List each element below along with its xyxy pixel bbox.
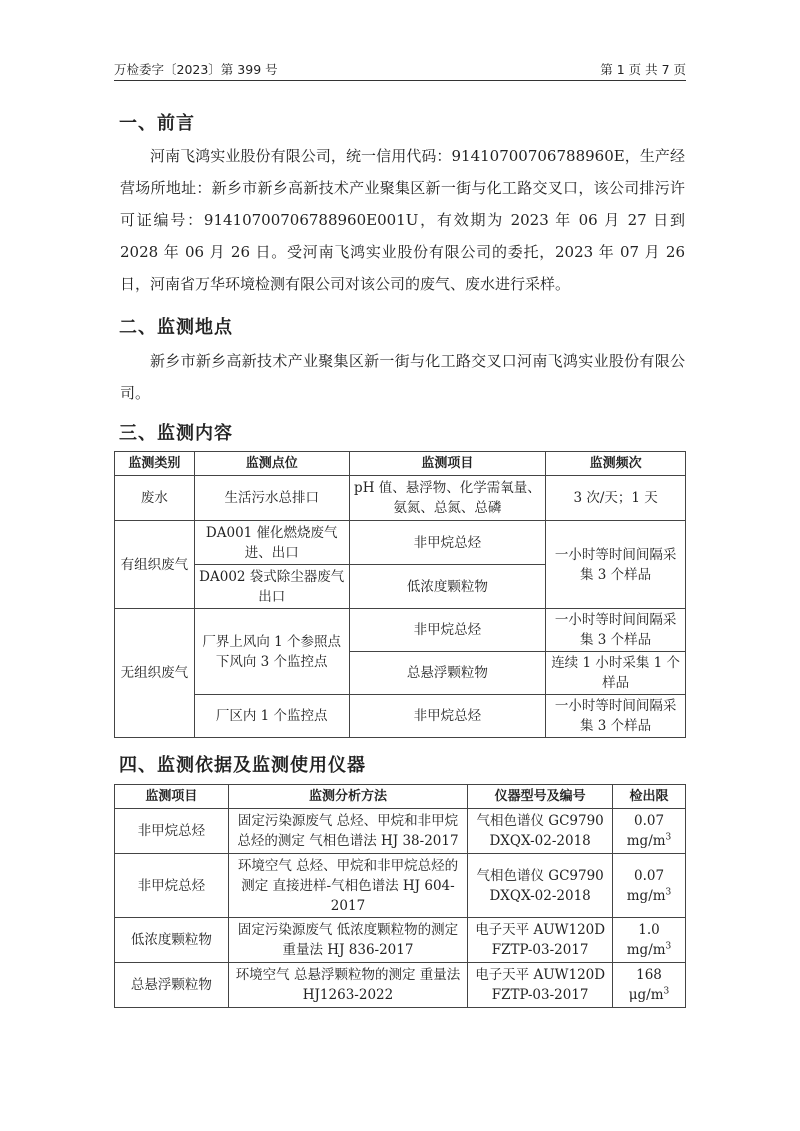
table-cell: 废水 xyxy=(115,476,195,521)
table-cell: 气相色谱仪 GC9790 DXQX-02-2018 xyxy=(468,809,613,854)
table-cell xyxy=(613,809,686,854)
document-number: 万检委字〔2023〕第 399 号 xyxy=(114,62,278,77)
table-row xyxy=(115,521,686,565)
table-header-cell: 检出限 xyxy=(613,785,686,809)
page-header xyxy=(114,58,686,81)
location-text: 新乡市新乡高新技术产业聚集区新一街与化工路交叉口河南飞鸿实业股份有限公司。 xyxy=(120,352,685,402)
table-cell: 固定污染源废气 低浓度颗粒物的测定 重量法 HJ 836-2017 xyxy=(228,918,468,963)
table-cell: 非甲烷总烃 xyxy=(115,854,229,918)
table-cell: 气相色谱仪 GC9790 DXQX-02-2018 xyxy=(468,854,613,918)
table-cell: 连续 1 小时采集 1 个样品 xyxy=(546,652,686,695)
table-header-cell: 监测项目 xyxy=(115,785,229,809)
table-header-cell: 仪器型号及编号 xyxy=(468,785,613,809)
table-row xyxy=(115,609,686,652)
table-cell: 非甲烷总烃 xyxy=(349,695,546,738)
preface-text: 河南飞鸿实业股份有限公司，统一信用代码：91410700706788960E，生产经营场所地址：新乡市新乡高新技术产业聚集区新一街与化工路交叉口，该公司排污许可证编号：91410700706788960E001U，有效期为 2023 年 06 月 27 日到 2028 年 06 月 26 日。受河南飞鸿实业股份有限公司的委托，2023 年 07 月 26 日，河南省万华环境检测有限公司对该公司的废气、废水进行采样。 xyxy=(120,147,685,293)
table-cell: 环境空气 总悬浮颗粒物的测定 重量法 HJ1263-2022 xyxy=(228,963,468,1008)
section-title-basis: 四、监测依据及监测使用仪器 xyxy=(119,755,366,776)
table-cell: DA001 催化燃烧废气进、出口 xyxy=(194,521,349,565)
limit-value: 0.07 xyxy=(633,867,665,884)
limit-value: 0.07 xyxy=(633,813,665,829)
table-header-cell: 监测类别 xyxy=(115,452,195,476)
page-number: 第 1 页 共 7 页 xyxy=(600,62,686,77)
table-header-cell: 监测项目 xyxy=(349,452,546,476)
table-cell: 3 次/天；1 天 xyxy=(546,476,686,521)
limit-unit: mg/m xyxy=(626,942,666,958)
table-cell xyxy=(613,963,686,1008)
table-cell xyxy=(613,854,686,918)
table-cell: 无组织废气 xyxy=(115,609,195,738)
table-cell: 一小时等时间间隔采集 3 个样品 xyxy=(546,521,686,609)
table-row xyxy=(115,476,686,521)
table-cell: 电子天平 AUW120D FZTP-03-2017 xyxy=(468,918,613,963)
table-cell: 总悬浮颗粒物 xyxy=(115,963,229,1008)
limit-unit: mg/m xyxy=(626,833,666,849)
table-cell: 有组织废气 xyxy=(115,521,195,609)
table-cell: 电子天平 AUW120D FZTP-03-2017 xyxy=(468,963,613,1008)
section-title-preface: 一、前言 xyxy=(119,113,195,134)
limit-value: 168 xyxy=(636,967,662,983)
unit-exponent: 3 xyxy=(665,887,672,897)
table-header-cell: 监测分析方法 xyxy=(228,785,468,809)
monitoring-content-table xyxy=(114,451,686,738)
table-cell: 非甲烷总烃 xyxy=(349,609,546,652)
table-cell: 固定污染源废气 总烃、甲烷和非甲烷总烃的测定 气相色谱法 HJ 38-2017 xyxy=(228,809,468,854)
table-header-cell: 监测点位 xyxy=(194,452,349,476)
table-cell: 一小时等时间间隔采集 3 个样品 xyxy=(546,695,686,738)
section-title-content: 三、监测内容 xyxy=(119,423,233,444)
table-header-cell: 监测频次 xyxy=(546,452,686,476)
table-row xyxy=(115,918,686,963)
unit-exponent: 3 xyxy=(665,941,672,952)
limit-value: 1.0 xyxy=(638,922,660,938)
table-cell: 环境空气 总烃、甲烷和非甲烷总烃的测定 直接进样-气相色谱法 HJ 604-2017 xyxy=(228,854,468,918)
table-cell: 厂区内 1 个监控点 xyxy=(194,695,349,738)
table-cell: 生活污水总排口 xyxy=(194,476,349,521)
table-cell xyxy=(613,918,686,963)
table-cell: 低浓度颗粒物 xyxy=(349,565,546,609)
table-cell: 一小时等时间间隔采集 3 个样品 xyxy=(546,609,686,652)
limit-unit: mg/m xyxy=(626,887,666,904)
table-cell: 非甲烷总烃 xyxy=(115,809,229,854)
table-cell: pH 值、悬浮物、化学需氧量、氨氮、总氮、总磷 xyxy=(349,476,546,521)
table-row xyxy=(115,963,686,1008)
table-row xyxy=(115,809,686,854)
unit-exponent: 3 xyxy=(665,832,672,843)
section-title-location: 二、监测地点 xyxy=(119,317,233,338)
monitoring-method-table xyxy=(114,784,686,1008)
table-cell: 厂界上风向 1 个参照点下风向 3 个监控点 xyxy=(194,609,349,695)
table-cell: 总悬浮颗粒物 xyxy=(349,652,546,695)
unit-exponent: 3 xyxy=(663,986,670,997)
table-cell: DA002 袋式除尘器废气出口 xyxy=(194,565,349,609)
table-row xyxy=(115,695,686,738)
limit-unit: μg/m xyxy=(628,987,664,1003)
table-cell: 非甲烷总烃 xyxy=(349,521,546,565)
table-cell: 低浓度颗粒物 xyxy=(115,918,229,963)
table-row xyxy=(115,854,686,918)
